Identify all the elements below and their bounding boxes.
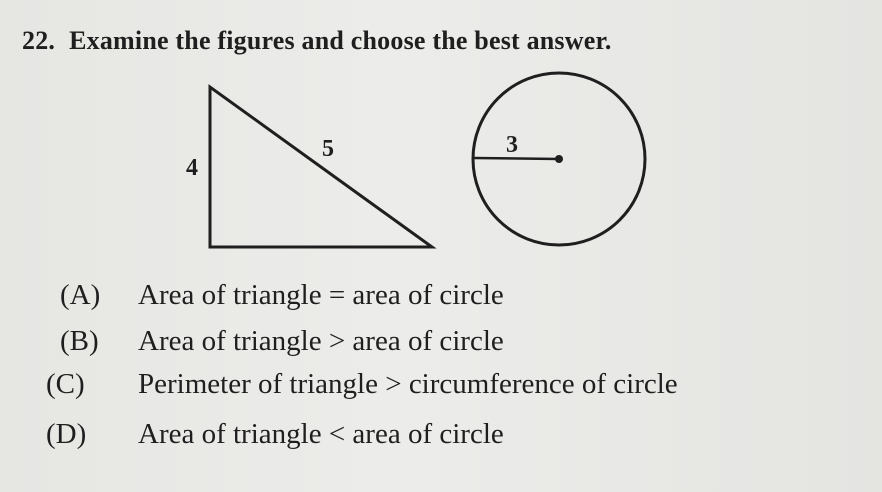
question-number: 22.	[22, 26, 56, 55]
triangle-side-label-4: 4	[186, 155, 198, 181]
circle-center-dot	[555, 155, 563, 163]
question-prompt: Examine the figures and choose the best answer.	[69, 26, 612, 55]
option-c-text: Perimeter of triangle > circumference of circle	[138, 368, 678, 400]
option-d	[46, 420, 504, 449]
triangle-hypotenuse-label-5: 5	[322, 136, 334, 162]
option-a-letter: (A)	[60, 279, 101, 311]
option-d-letter: (D)	[46, 418, 87, 450]
option-d-text: Area of triangle < area of circle	[138, 418, 504, 450]
option-c	[46, 370, 678, 399]
option-a	[60, 281, 504, 310]
option-c-letter: (C)	[46, 368, 85, 400]
option-b	[60, 327, 504, 356]
circle-radius-label-3: 3	[506, 132, 518, 158]
circle-radius-line	[474, 158, 559, 159]
option-a-text: Area of triangle = area of circle	[138, 279, 504, 311]
right-triangle	[210, 87, 432, 247]
option-b-text: Area of triangle > area of circle	[138, 325, 504, 357]
option-b-letter: (B)	[60, 325, 99, 357]
